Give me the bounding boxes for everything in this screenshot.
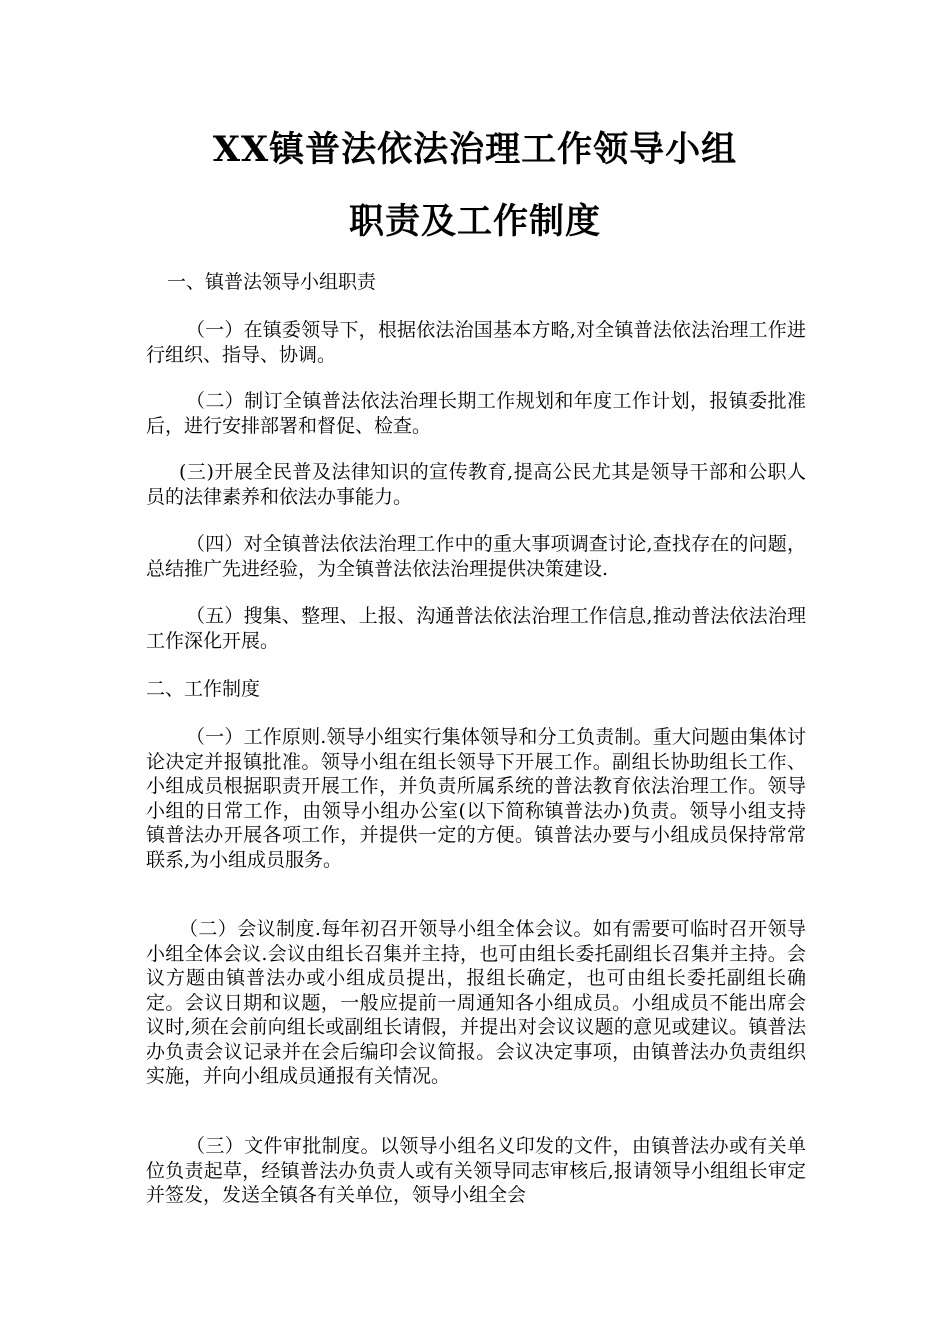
section2-heading: 二、工作制度 — [146, 678, 261, 700]
section1-paragraph-3: (三)开展全民普及法律知识的宣传教育,提高公民尤其是领导干部和公职人员的法律素养和依法办事能力。 — [146, 461, 806, 508]
section2-paragraph-1: （一）工作原则.领导小组实行集体领导和分工负责制。重大问题由集体讨论决定并报镇批准。领导小组在组长领导下开展工作。副组长协助组长工作、小组成员根据职责开展工作，并负责所属系统的普法教育依法治理工作。领导小组的日常工作，由领导小组办公室(以下简称镇普法办)负责。领导小组支持镇普法办开展各项工作，并提供一定的方便。镇普法办要与小组成员保持常常联系,为小组成员服务。 — [146, 726, 806, 871]
section2-paragraph-2: （二）会议制度.每年初召开领导小组全体会议。如有需要可临时召开领导小组全体会议.会议由组长召集并主持，也可由组长委托副组长召集并主持。会议方题由镇普法办或小组成员提出，报组长确定，也可由组长委托副组长确定。会议日期和议题，一般应提前一周通知各小组成员。小组成员不能出席会议时,须在会前向组长或副组长请假，并提出对会议议题的意见或建议。镇普法办负责会议记录并在会后编印会议简报。会议决定事项，由镇普法办负责组织实施，并向小组成员通报有关情况。 — [146, 918, 806, 1087]
document-title-line1: XX镇普法依法治理工作领导小组 — [212, 129, 738, 170]
section1-heading: 一、镇普法领导小组职责 — [167, 271, 377, 293]
document-title-line2: 职责及工作制度 — [348, 201, 601, 242]
section2-paragraph-3: （三）文件审批制度。以领导小组名义印发的文件，由镇普法办或有关单位负责起草，经镇普法办负责人或有关领导同志审核后,报请领导小组组长审定并签发，发送全镇各有关单位，领导小组全会 — [146, 1135, 806, 1206]
section1-paragraph-4: （四）对全镇普法依法治理工作中的重大事项调查讨论,查找存在的问题，总结推广先进经验，为全镇普法依法治理提供决策建设. — [146, 533, 806, 580]
section1-paragraph-1: （一）在镇委领导下，根据依法治国基本方略,对全镇普法依法治理工作进行组织、指导、协调。 — [146, 319, 806, 366]
section1-paragraph-2: （二）制订全镇普法依法治理长期工作规划和年度工作计划，报镇委批准后，进行安排部署和督促、检查。 — [146, 390, 806, 437]
section1-paragraph-5: （五）搜集、整理、上报、沟通普法依法治理工作信息,推动普法依法治理工作深化开展。 — [146, 605, 806, 652]
